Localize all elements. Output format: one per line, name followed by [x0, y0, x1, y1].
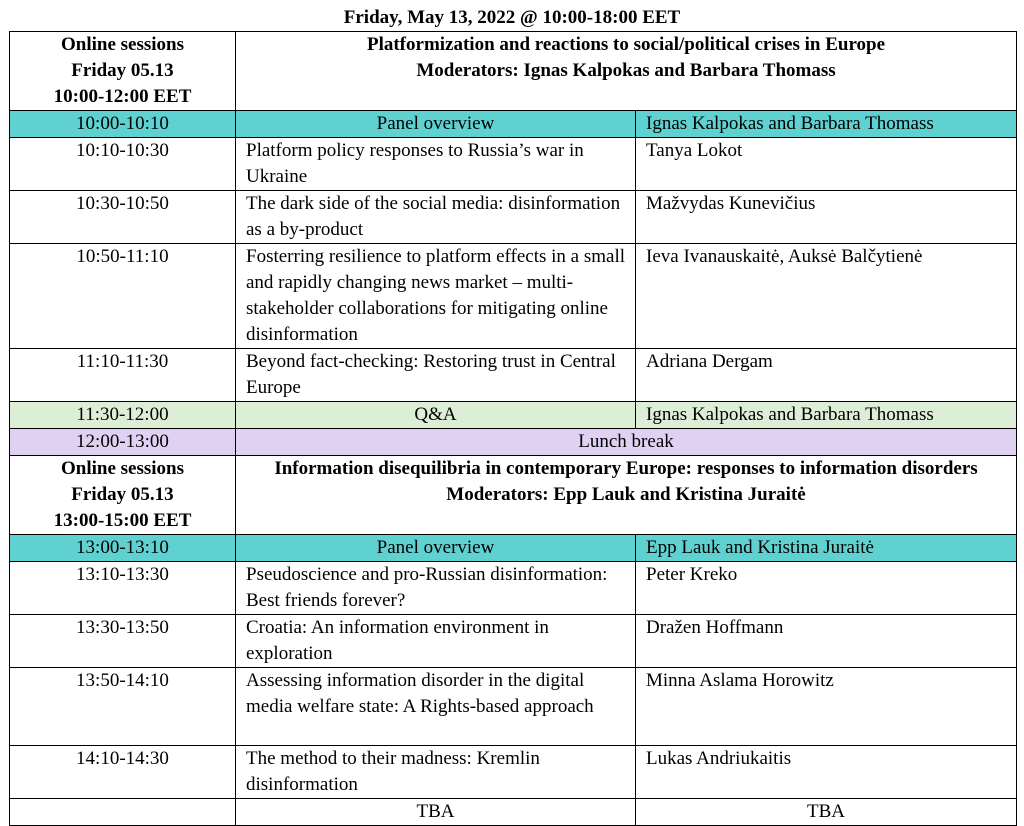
row-speakers: Tanya Lokot	[636, 138, 1017, 191]
row-time: 10:10-10:30	[10, 138, 236, 191]
row-speakers: Minna Aslama Horowitz	[636, 668, 1017, 746]
row-speakers: Adriana Dergam	[636, 349, 1017, 402]
session1-label-line: Online sessions	[60, 34, 184, 55]
row-title: The dark side of the social media: disinformation as a by-product	[236, 191, 636, 244]
session2-label-line: 13:00-15:00 EET	[53, 510, 192, 531]
row-time: 13:50-14:10	[10, 668, 236, 746]
row-speakers: Peter Kreko	[636, 562, 1017, 615]
row-time	[10, 799, 236, 826]
row-time: 13:30-13:50	[10, 615, 236, 668]
session2-label	[10, 456, 236, 535]
lunch-row	[10, 429, 1017, 456]
row-speakers: Ignas Kalpokas and Barbara Thomass	[636, 111, 1017, 138]
session2-label-line: Friday 05.13	[71, 484, 174, 505]
session1-label-line: Friday 05.13	[71, 60, 174, 81]
row-title: Platform policy responses to Russia’s war in Ukraine	[236, 138, 636, 191]
session1-heading	[236, 32, 1017, 111]
row-title: Lunch break	[236, 429, 1017, 456]
row-time: 10:00-10:10	[10, 111, 236, 138]
row-title: Pseudoscience and pro-Russian disinformation: Best friends forever?	[236, 562, 636, 615]
row-title: TBA	[236, 799, 636, 826]
row-title: Panel overview	[236, 111, 636, 138]
row-speakers: Epp Lauk and Kristina Juraitė	[636, 535, 1017, 562]
row-title: Assessing information disorder in the digital media welfare state: A Rights-based approach	[236, 668, 636, 746]
row-time: 11:10-11:30	[10, 349, 236, 402]
row-title: Panel overview	[236, 535, 636, 562]
session1-title: Platformization and reactions to social/political crises in Europe	[366, 34, 886, 55]
row-time: 10:30-10:50	[10, 191, 236, 244]
table-row	[10, 244, 1017, 349]
session1-overview-row	[10, 111, 1017, 138]
row-speakers: Lukas Andriukaitis	[636, 746, 1017, 799]
row-title: Croatia: An information environment in exploration	[236, 615, 636, 668]
table-row	[10, 668, 1017, 746]
table-row	[10, 615, 1017, 668]
row-time: 10:50-11:10	[10, 244, 236, 349]
session2-overview-row	[10, 535, 1017, 562]
page-title: Friday, May 13, 2022 @ 10:00-18:00 EET	[343, 7, 681, 28]
session2-title: Information disequilibria in contemporary Europe: responses to information disorders	[274, 458, 978, 479]
session2-label-line: Online sessions	[60, 458, 184, 479]
row-speakers: Ieva Ivanauskaitė, Auksė Balčytienė	[636, 244, 1017, 349]
row-title: Q&A	[236, 402, 636, 429]
row-title: Beyond fact-checking: Restoring trust in Central Europe	[236, 349, 636, 402]
row-time: 13:10-13:30	[10, 562, 236, 615]
session1-moderators: Moderators: Ignas Kalpokas and Barbara Thomass	[416, 60, 836, 81]
session1-header-row	[10, 32, 1017, 111]
table-row	[10, 191, 1017, 244]
session2-heading	[236, 456, 1017, 535]
row-time: 14:10-14:30	[10, 746, 236, 799]
row-time: 12:00-13:00	[10, 429, 236, 456]
session1-label	[10, 32, 236, 111]
row-speakers: Mažvydas Kunevičius	[636, 191, 1017, 244]
table-row	[10, 562, 1017, 615]
table-row	[10, 746, 1017, 799]
row-title: Fosterring resilience to platform effects in a small and rapidly changing news market – multi-stakeholder collaborations for mitigating online disinformation	[236, 244, 636, 349]
schedule-table	[9, 31, 1017, 826]
row-speakers: Ignas Kalpokas and Barbara Thomass	[636, 402, 1017, 429]
session2-moderators: Moderators: Epp Lauk and Kristina Juraitė	[446, 484, 806, 505]
row-title: The method to their madness: Kremlin disinformation	[236, 746, 636, 799]
row-speakers: TBA	[636, 799, 1017, 826]
session1-label-line: 10:00-12:00 EET	[53, 86, 192, 107]
table-row	[10, 138, 1017, 191]
session1-qa-row	[10, 402, 1017, 429]
row-time: 11:30-12:00	[10, 402, 236, 429]
table-row	[10, 349, 1017, 402]
row-time: 13:00-13:10	[10, 535, 236, 562]
row-speakers: Dražen Hoffmann	[636, 615, 1017, 668]
session2-header-row	[10, 456, 1017, 535]
tba-row	[10, 799, 1017, 826]
